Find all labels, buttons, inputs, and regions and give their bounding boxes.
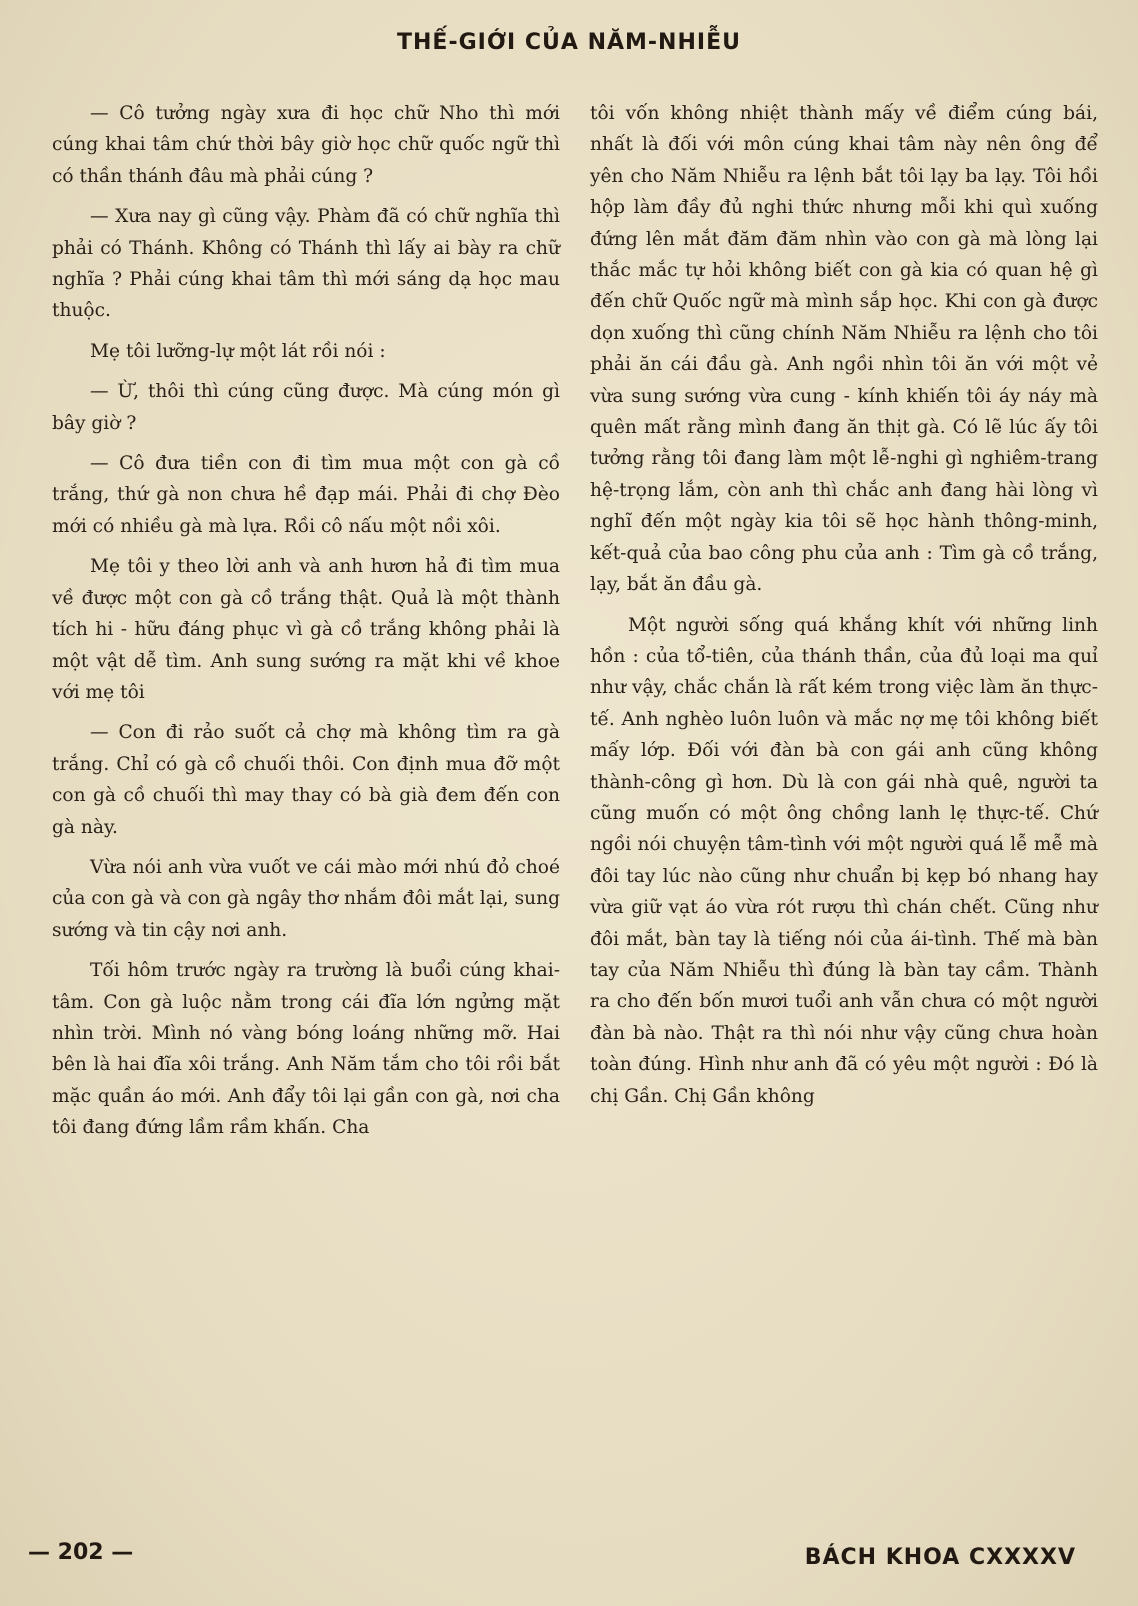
paragraph: Một người sống quá khắng khít với những linh hồn : của tổ-tiên, của thánh thần, của đủ loại ma quỉ như vậy, chắc chắn là rất kém trong việc làm ăn thực-tế. Anh nghèo luôn luôn và mắc nợ mẹ tôi không biết mấy lớp. Đối với đàn bà con gái anh cũng không thành-công gì hơn. Dù là con gái nhà quê, người ta cũng muốn có một ông chồng lanh lẹ thực-tế. Chứ ngồi nói chuyện tâm-tình với một người quá lễ mễ mà đôi tay lúc nào cũng như chuẩn bị kẹp bó nhang hay vừa giữ vạt áo vừa rót rượu thì chán chết. Cũng như đôi mắt, bàn tay là tiếng nói của ái-tình. Thế mà bàn tay của Năm Nhiễu thì đúng là bàn tay cầm. Thành ra cho đến bốn mươi tuổi anh vẫn chưa có một người đàn bà nào. Thật ra thì nói như vậy cũng chưa hoàn toàn đúng. Hình như anh đã có yêu một người : Đó là chị Gần. Chị Gần không [590, 614, 1098, 1107]
paragraph: Mẹ tôi y theo lời anh và anh hươn hả đi tìm mua về được một con gà cồ trắng thật. Quả là một thành tích hi - hữu đáng phục vì gà cồ trắng không phải là một vật dễ tìm. Anh sung sướng ra mặt khi về khoe với mẹ tôi [52, 556, 560, 703]
paragraph: — Cô tưởng ngày xưa đi học chữ Nho thì mới cúng khai tâm chứ thời bây giờ học chữ quốc ngữ thì có thần thánh đâu mà phải cúng ? [52, 103, 560, 187]
paragraph: — Ừ, thôi thì cúng cũng được. Mà cúng món gì bây giờ ? [52, 381, 560, 434]
magazine-issue: BÁCH KHOA CXXXXV [804, 1545, 1076, 1570]
page-number: — 202 — [28, 1540, 134, 1565]
paragraph-continued: tôi vốn không nhiệt thành mấy về điểm cúng bái, nhất là đối với môn cúng khai tâm này nên ông để yên cho Năm Nhiễu ra lệnh bắt tôi lạy ba lạy. Tôi hồi hộp làm đầy đủ nghi thức nhưng mỗi khi quì xuống đứng lên mắt đăm đăm nhìn vào con gà mà lòng lại thắc mắc tự hỏi không biết con gà kia có quan hệ gì đến chữ Quốc ngữ mà mình sắp học. Khi con gà được dọn xuống thì cũng chính Năm Nhiễu ra lệnh cho tôi phải ăn cái đầu gà. Anh ngồi nhìn tôi ăn với một vẻ vừa sung sướng vừa cung - kính khiến tôi áy náy mà quên mất rằng mình đang ăn thịt gà. Có lẽ lúc ấy tôi tưởng rằng tôi đang làm một lễ-nghi gì nghiêm-trang hệ-trọng lắm, còn anh thì chắc anh đang hài lòng vì nghĩ đến một ngày kia tôi sẽ học hành thông-minh, kết-quả của bao công phu của anh : Tìm gà cồ trắng, lạy, bắt ăn đầu gà. [590, 103, 1098, 596]
right-column [590, 98, 1098, 1112]
left-column [52, 98, 560, 1144]
paragraph: Mẹ tôi lưỡng-lự một lát rồi nói : [90, 340, 386, 362]
paragraph: — Cô đưa tiền con đi tìm mua một con gà cồ trắng, thứ gà non chưa hề đạp mái. Phải đi chợ Đèo mới có nhiều gà mà lựa. Rồi cô nấu một nồi xôi. [52, 453, 560, 537]
paragraph: Tối hôm trước ngày ra trường là buổi cúng khai-tâm. Con gà luộc nằm trong cái đĩa lớn ngửng mặt nhìn trời. Mình nó vàng bóng loáng những mỡ. Hai bên là hai đĩa xôi trắng. Anh Năm tắm cho tôi rồi bắt mặc quần áo mới. Anh đẩy tôi lại gần con gà, nơi cha tôi đang đứng lầm rầm khấn. Cha [52, 960, 560, 1139]
running-title: THẾ-GIỚI CỦA NĂM-NHIỄU [397, 30, 741, 55]
paragraph: — Con đi rảo suốt cả chợ mà không tìm ra gà trắng. Chỉ có gà cồ chuối thôi. Con định mua đỡ một con gà cồ chuối thì may thay có bà già đem đến con gà này. [52, 722, 560, 838]
paragraph: Vừa nói anh vừa vuốt ve cái mào mới nhú đỏ choé của con gà và con gà ngây thơ nhắm đôi mắt lại, sung sướng và tin cậy nơi anh. [52, 856, 560, 941]
paragraph: — Xưa nay gì cũng vậy. Phàm đã có chữ nghĩa thì phải có Thánh. Không có Thánh thì lấy ai bày ra chữ nghĩa ? Phải cúng khai tâm thì mới sáng dạ học mau thuộc. [52, 206, 560, 322]
